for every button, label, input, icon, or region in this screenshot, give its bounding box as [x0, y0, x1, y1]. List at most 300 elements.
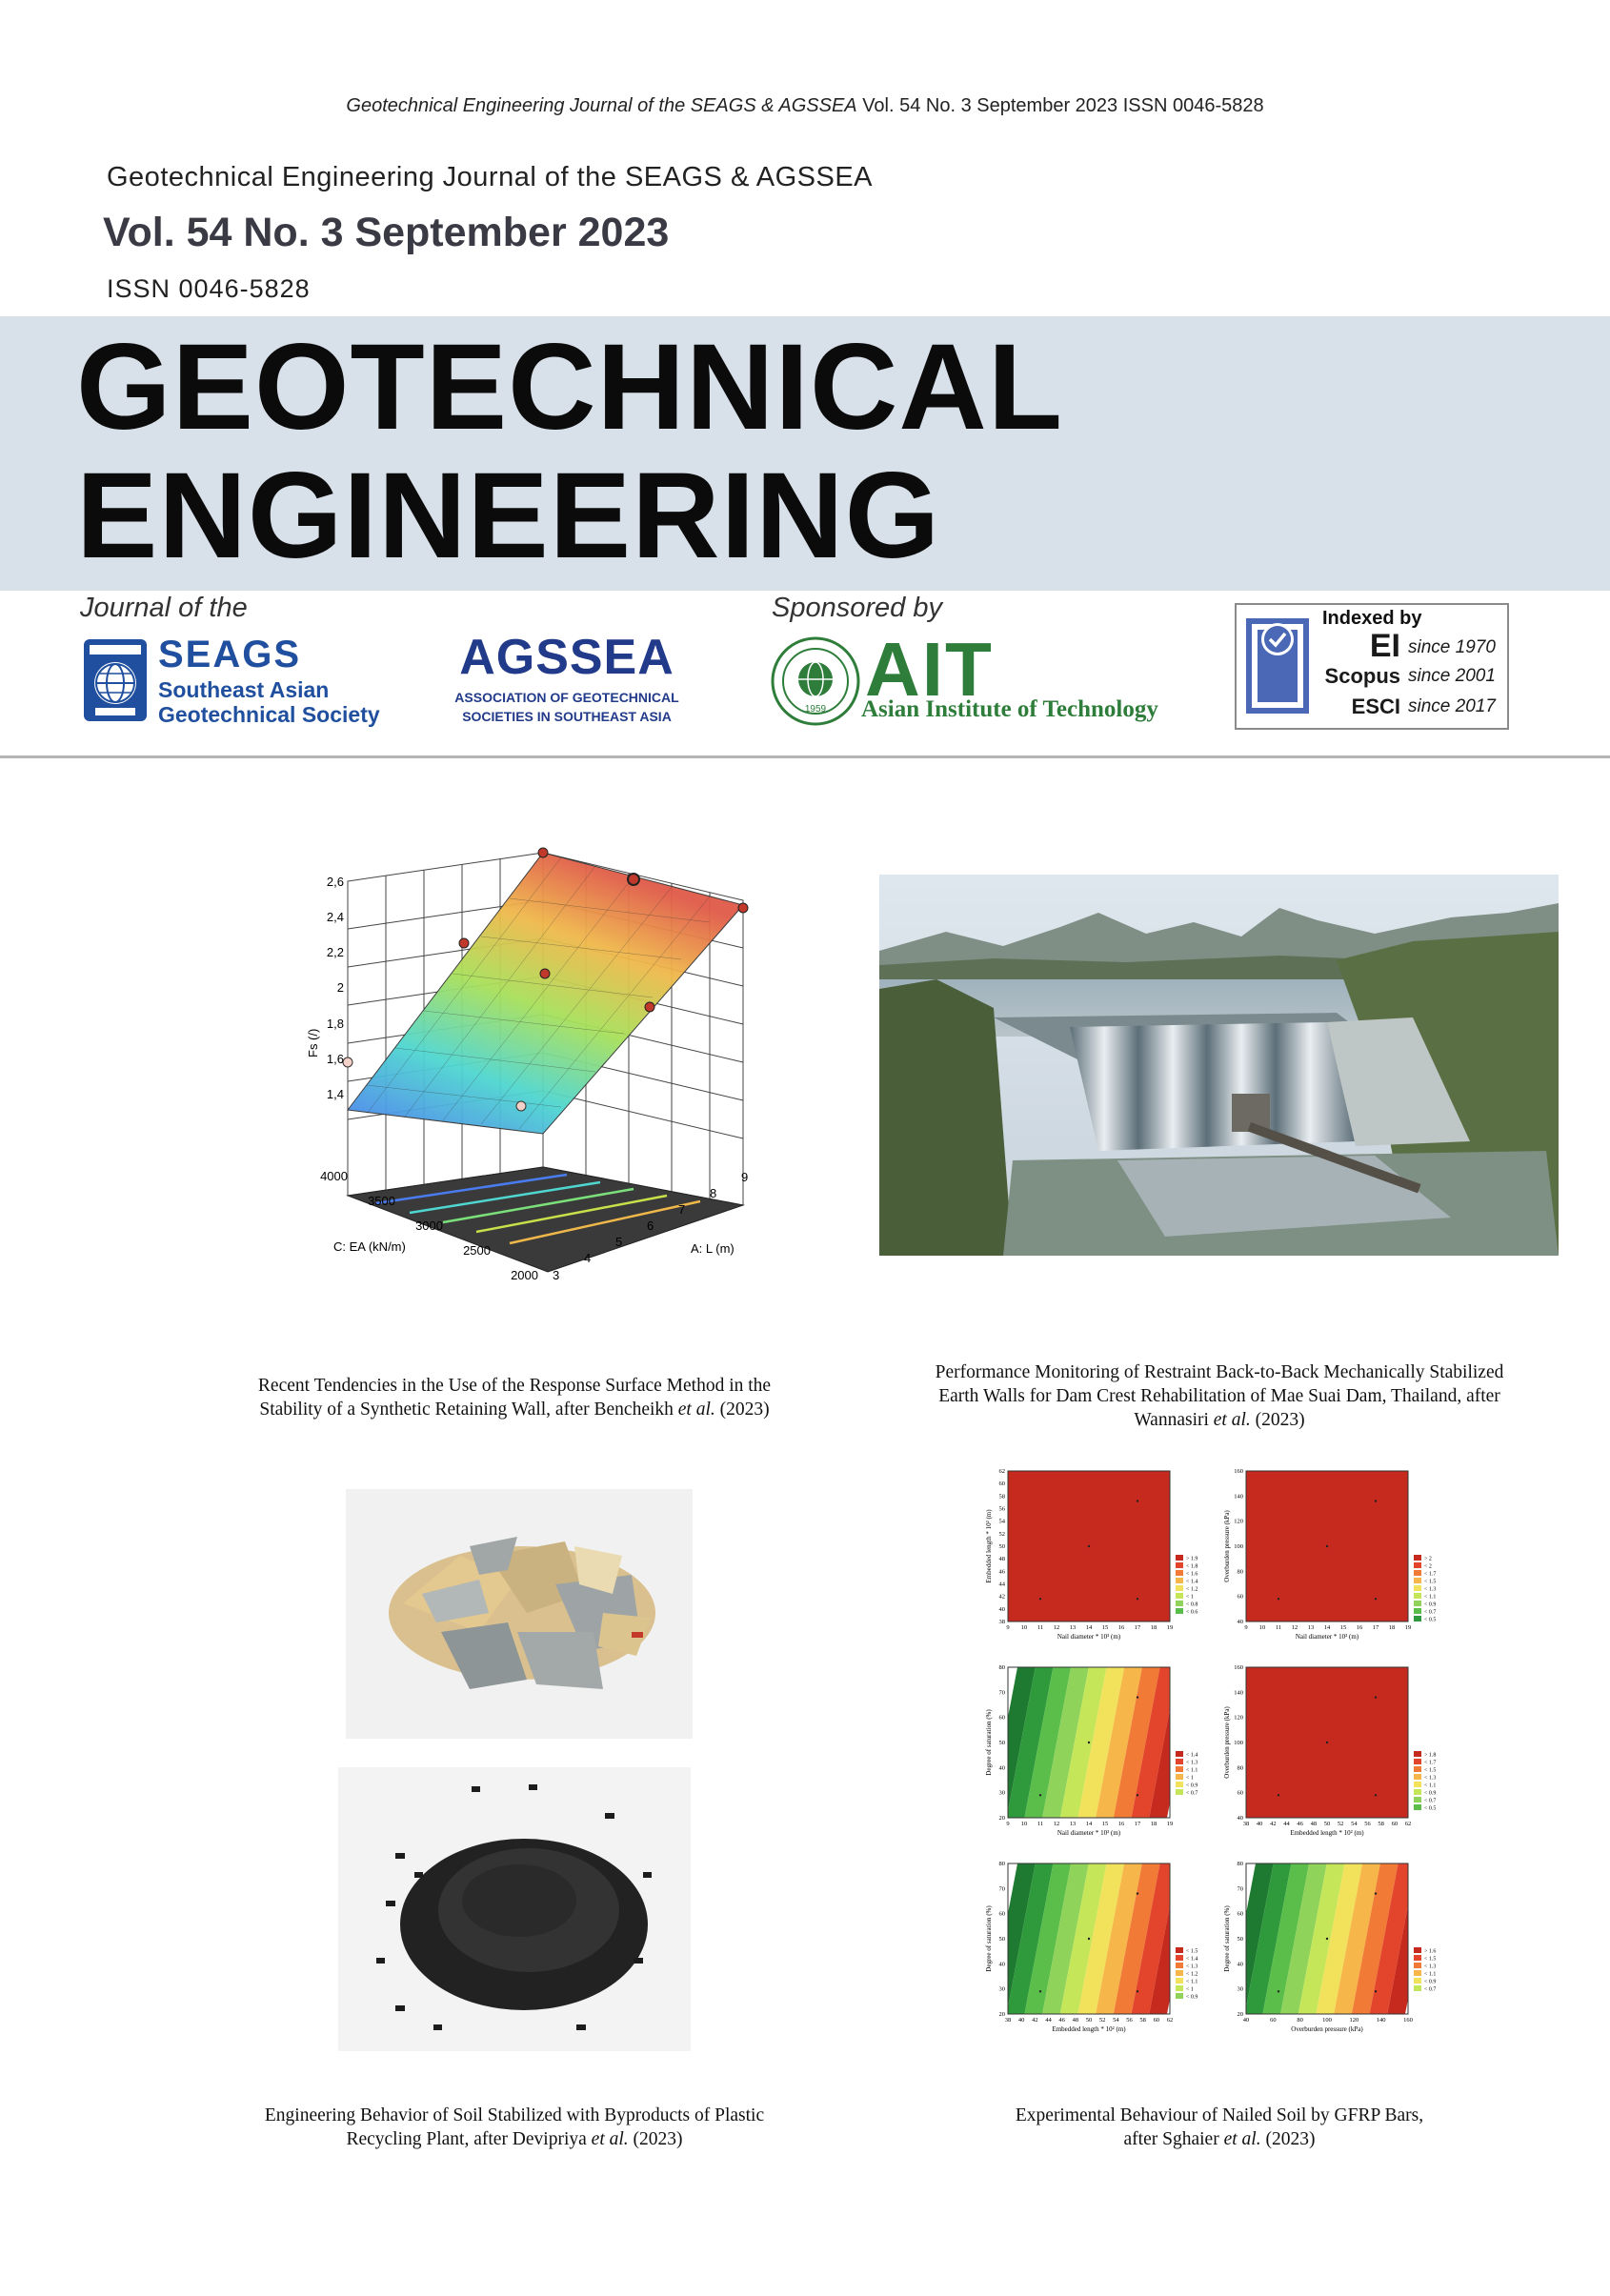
legend-label: < 1.2	[1186, 1586, 1198, 1593]
x-tick-label: 62	[1404, 1821, 1412, 1827]
legend-swatch	[1414, 1804, 1421, 1810]
contour-bands	[989, 1667, 1196, 1818]
legend-label: < 1.7	[1424, 1760, 1437, 1766]
contour-panel-grid	[981, 1467, 1458, 2058]
issn-line: ISSN 0046-5828	[107, 274, 311, 303]
x-tick-label: 9	[1244, 1624, 1248, 1631]
x-tick-label: 54	[1351, 1821, 1358, 1827]
legend-swatch	[1414, 1782, 1421, 1787]
feature-3-caption	[181, 2104, 848, 2151]
legend-label: < 1.8	[1186, 1563, 1198, 1570]
indexed-ei-name: EI	[1369, 628, 1400, 664]
x-tick-label: 19	[1404, 1624, 1412, 1631]
y-tick-label: 80	[998, 1861, 1005, 1867]
x-tick-label: 14	[1085, 1624, 1093, 1631]
y-tick-label: 60	[1237, 1789, 1243, 1797]
x-tick-label: 10	[1020, 1821, 1028, 1827]
agssea-line2: SOCIETIES IN SOUTHEAST ASIA	[462, 709, 672, 724]
x-tick-label: 48	[1072, 2017, 1079, 2024]
legend-label: < 1.4	[1186, 1752, 1198, 1759]
indexed-scopus-name: Scopus	[1324, 664, 1400, 688]
legend-swatch	[1176, 1985, 1183, 1991]
indexed-heading: Indexed by	[1322, 608, 1422, 629]
contour-panel	[985, 1461, 1197, 1641]
feature-2-caption-line2: Earth Walls for Dam Crest Rehabilitation of Mae Suai Dam, Thailand, after	[938, 1386, 1500, 1406]
feature-4-caption	[915, 2104, 1524, 2151]
design-point	[1375, 1500, 1377, 1501]
legend-label: < 0.5	[1424, 1805, 1437, 1812]
y-tick-label: 160	[1234, 1664, 1243, 1671]
x-tick-label: 58	[1378, 1821, 1384, 1827]
caption-emphasis: et al.	[1213, 1410, 1251, 1430]
y-tick-label: 40	[1237, 1619, 1243, 1625]
journal-of-label: Journal of the	[80, 593, 248, 623]
contour-bands	[1227, 1863, 1437, 2014]
x-tick-label: 40	[1017, 2017, 1025, 2024]
x-tick-label: 18	[1150, 1821, 1157, 1827]
caption-text: Recycling Plant, after Devipriya	[346, 2129, 592, 2149]
contour-panel	[985, 1861, 1197, 2033]
design-point	[1137, 1892, 1138, 1894]
legend-swatch	[1414, 1555, 1421, 1561]
feature-1-caption	[191, 1374, 838, 1421]
y-tick: 5	[615, 1235, 623, 1249]
y-tick-label: 80	[1237, 1764, 1243, 1772]
x-tick-label: 17	[1134, 1624, 1141, 1631]
legend-swatch	[1414, 1570, 1421, 1576]
legend-swatch	[1176, 1782, 1183, 1787]
legend-label: < 1.5	[1186, 1948, 1198, 1955]
legend-swatch	[1414, 1766, 1421, 1772]
x-tick-label: 40	[1256, 1821, 1263, 1827]
y-tick-label: 160	[1234, 1468, 1243, 1475]
x-tick-label: 46	[1297, 1821, 1303, 1827]
x-axis-label: Overburden pressure (kPa)	[1291, 2025, 1363, 2033]
x-tick-label: 44	[1045, 2017, 1052, 2024]
design-point	[1278, 1794, 1279, 1796]
y-tick-label: 50	[998, 1543, 1005, 1550]
legend-swatch	[1414, 1789, 1421, 1795]
x-tick-label: 44	[1283, 1821, 1290, 1827]
y-tick-label: 70	[998, 1689, 1005, 1697]
legend-label: < 1.1	[1186, 1979, 1198, 1985]
legend-label: < 1.2	[1186, 1971, 1198, 1978]
legend-swatch	[1414, 1797, 1421, 1803]
x-tick-label: 60	[1391, 1821, 1399, 1827]
legend-label: < 0.9	[1424, 1790, 1437, 1797]
legend-swatch	[1176, 1585, 1183, 1591]
x-tick: 2000	[511, 1268, 538, 1282]
running-header-journal: Geotechnical Engineering Journal of the SEAGS & AGSSEA	[346, 95, 857, 116]
x-tick-label: 12	[1053, 1821, 1060, 1827]
feature-2-caption-line3	[857, 1408, 1581, 1432]
z-axis-label: Fs (/)	[306, 1028, 320, 1057]
design-point	[1039, 1794, 1041, 1796]
x-tick-label: 140	[1376, 2017, 1386, 2024]
y-tick-label: 58	[998, 1493, 1005, 1500]
legend-swatch	[1176, 1759, 1183, 1764]
indexed-scopus-since: since 2001	[1408, 666, 1496, 686]
x-tick-label: 60	[1270, 2017, 1277, 2024]
y-tick-label: 30	[998, 1789, 1005, 1797]
x-tick: 3000	[415, 1218, 443, 1233]
legend-label: < 2	[1424, 1563, 1432, 1570]
legend-swatch	[1414, 1751, 1421, 1757]
legend-label: < 1.4	[1186, 1956, 1198, 1963]
x-tick-label: 10	[1258, 1624, 1266, 1631]
caption-text: (2023)	[1260, 2129, 1316, 2149]
legend-label: > 1.8	[1424, 1752, 1437, 1759]
design-point	[1278, 1598, 1279, 1600]
legend-label: < 1.3	[1424, 1775, 1437, 1782]
x-tick-label: 38	[1242, 1821, 1250, 1827]
legend-label: < 1	[1186, 1775, 1194, 1782]
legend-swatch	[1414, 1774, 1421, 1780]
z-tick: 1,8	[326, 1017, 344, 1031]
legend-swatch	[1414, 1759, 1421, 1764]
legend-label: < 0.7	[1424, 1798, 1437, 1804]
x-tick-label: 16	[1117, 1821, 1125, 1827]
caption-emphasis: et al.	[677, 1400, 715, 1420]
dam-photo-illustration	[879, 875, 1559, 1256]
y-tick-label: 120	[1234, 1714, 1243, 1722]
legend-label: < 0.7	[1186, 1790, 1198, 1797]
seags-line1: Southeast Asian	[158, 677, 330, 702]
x-tick-label: 46	[1058, 2017, 1065, 2024]
design-point	[1326, 1545, 1328, 1547]
legend-label: > 1.6	[1424, 1948, 1437, 1955]
contour-band	[1008, 1461, 1179, 1621]
agssea-name: AGSSEA	[459, 630, 674, 685]
legend-label: < 0.7	[1424, 1986, 1437, 1993]
legend-swatch	[1414, 1947, 1421, 1953]
y-tick-label: 20	[998, 2011, 1005, 2018]
design-point	[1088, 1742, 1090, 1743]
contour-band	[1246, 1461, 1418, 1621]
x-tick: 4000	[320, 1169, 348, 1183]
y-tick-label: 52	[998, 1530, 1005, 1538]
legend-swatch	[1176, 1555, 1183, 1561]
z-ticks	[327, 875, 344, 1101]
x-tick-label: 13	[1069, 1624, 1077, 1631]
x-axis-label: Nail diameter * 10³ (m)	[1057, 1829, 1121, 1837]
y-tick-label: 60	[998, 1910, 1005, 1918]
legend-swatch	[1414, 1562, 1421, 1568]
x-tick-label: 50	[1085, 2017, 1093, 2024]
legend-label: > 1.9	[1186, 1556, 1198, 1562]
ait-seal-icon	[770, 635, 861, 727]
plastic-flakes-photo	[346, 1489, 693, 1739]
seags-name: SEAGS	[158, 634, 302, 675]
contour-bands	[1246, 1658, 1418, 1818]
seags-line2: Geotechnical Society	[158, 702, 380, 727]
x-tick-label: 52	[1337, 1821, 1344, 1827]
issue-line: Vol. 54 No. 3 September 2023	[103, 210, 670, 255]
caption-text: Stability of a Synthetic Retaining Wall, after Bencheikh	[259, 1400, 678, 1420]
legend-label: < 1.1	[1424, 1971, 1437, 1978]
design-point	[1137, 1696, 1138, 1698]
x-tick-label: 11	[1036, 1821, 1044, 1827]
z-tick: 2,6	[326, 875, 344, 889]
y-tick-label: 46	[998, 1568, 1005, 1576]
caption-text: (2023)	[628, 2129, 683, 2149]
x-tick-label: 14	[1085, 1821, 1093, 1827]
legend-label: < 0.9	[1424, 1979, 1437, 1985]
x-tick: 3500	[368, 1194, 395, 1208]
y-tick-label: 120	[1234, 1518, 1243, 1525]
y-tick-label: 140	[1234, 1689, 1243, 1697]
y-axis-label: Degree of saturation (%)	[985, 1905, 993, 1972]
design-point	[1375, 1598, 1377, 1600]
legend-swatch	[1176, 1766, 1183, 1772]
sponsored-by-label: Sponsored by	[772, 593, 942, 623]
x-tick-label: 19	[1166, 1821, 1174, 1827]
title-line-2: ENGINEERING	[76, 448, 941, 584]
ait-seal-year: 1959	[804, 704, 827, 715]
legend-label: < 1.5	[1424, 1579, 1437, 1585]
z-tick: 2,4	[326, 910, 344, 924]
legend-swatch	[1176, 1947, 1183, 1953]
legend-label: < 1.1	[1186, 1767, 1198, 1774]
dam-photo	[879, 875, 1559, 1256]
x-tick-label: 50	[1323, 1821, 1331, 1827]
seags-globe-icon	[82, 637, 149, 725]
caption-emphasis: et al.	[591, 2129, 629, 2149]
z-tick: 1,6	[326, 1052, 344, 1066]
feature-1-caption-line2	[191, 1398, 838, 1421]
design-point	[1278, 1990, 1279, 1992]
z-tick: 2	[336, 980, 344, 995]
legend-swatch	[1176, 1593, 1183, 1599]
y-tick-label: 80	[1237, 1568, 1243, 1576]
y-tick-label: 100	[1234, 1740, 1243, 1746]
legend-swatch	[1414, 1585, 1421, 1591]
design-point	[1088, 1545, 1090, 1547]
y-tick-label: 50	[1237, 1936, 1243, 1943]
x-tick-label: 19	[1166, 1624, 1174, 1631]
x-axis-label: Embedded length * 10² (m)	[1052, 2025, 1126, 2033]
legend-label: < 0.9	[1186, 1994, 1198, 2001]
y-tick-label: 40	[998, 1764, 1005, 1772]
legend-swatch	[1176, 1963, 1183, 1968]
legend-label: < 0.7	[1424, 1609, 1437, 1616]
contour-bands	[989, 1863, 1196, 2014]
agssea-logo	[448, 629, 686, 734]
x-tick-label: 9	[1006, 1624, 1010, 1631]
y-axis-label: Degree of saturation (%)	[1223, 1905, 1231, 1972]
x-tick-label: 60	[1153, 2017, 1160, 2024]
y-tick: 6	[647, 1218, 654, 1233]
design-point	[1137, 1794, 1138, 1796]
x-tick-label: 56	[1364, 1821, 1371, 1827]
feature-3-caption-line1: Engineering Behavior of Soil Stabilized with Byproducts of Plastic	[264, 2105, 765, 2125]
z-tick: 2,2	[326, 945, 344, 959]
indexed-row-scopus	[1317, 664, 1503, 695]
y-tick-label: 30	[998, 1985, 1005, 1993]
x-tick-label: 17	[1134, 1821, 1141, 1827]
contour-bands	[1246, 1461, 1418, 1621]
legend-swatch	[1176, 1601, 1183, 1606]
y-tick: 3	[553, 1268, 560, 1282]
x-tick-label: 13	[1307, 1624, 1315, 1631]
indexed-esci-name: ESCI	[1351, 695, 1400, 718]
y-axis-label: Embedded length * 10² (m)	[985, 1509, 993, 1583]
y-tick: 4	[584, 1251, 592, 1265]
y-axis-label: Overburden pressure (kPa)	[1223, 1510, 1231, 1582]
legend-label: < 1.3	[1424, 1586, 1437, 1593]
x-tick-label: 12	[1053, 1624, 1060, 1631]
y-axis-label: A: L (m)	[691, 1241, 735, 1256]
legend-swatch	[1176, 1562, 1183, 1568]
x-tick-label: 52	[1098, 2017, 1106, 2024]
legend-swatch	[1176, 1578, 1183, 1583]
caption-text: after Sghaier	[1123, 2129, 1224, 2149]
legend-label: > 2	[1424, 1556, 1432, 1562]
design-point	[1375, 1794, 1377, 1796]
y-tick-label: 62	[998, 1468, 1005, 1475]
x-tick-label: 10	[1020, 1624, 1028, 1631]
x-tick-label: 15	[1339, 1624, 1347, 1631]
x-tick-label: 17	[1372, 1624, 1379, 1631]
header-divider	[0, 755, 1610, 758]
x-tick-label: 38	[1004, 2017, 1012, 2024]
legend-swatch	[1414, 1970, 1421, 1976]
response-surface	[348, 853, 743, 1134]
y-tick-label: 40	[998, 1605, 1005, 1613]
contour-plots	[981, 1467, 1458, 2058]
y-tick-label: 50	[998, 1740, 1005, 1746]
y-axis-label: Overburden pressure (kPa)	[1223, 1706, 1231, 1779]
design-point	[1375, 1990, 1377, 1992]
contour-band	[1246, 1658, 1418, 1818]
y-tick-label: 140	[1234, 1493, 1243, 1500]
y-tick-label: 40	[1237, 1961, 1243, 1968]
x-tick-label: 62	[1166, 2017, 1174, 2024]
y-tick-label: 60	[998, 1480, 1005, 1488]
x-tick-label: 48	[1310, 1821, 1318, 1827]
x-tick-label: 100	[1322, 2017, 1332, 2024]
plastic-granules-photo	[338, 1767, 691, 2051]
legend-label: < 1.3	[1424, 1964, 1437, 1970]
legend-label: < 1.5	[1424, 1956, 1437, 1963]
surface-plot	[306, 853, 767, 1300]
y-tick: 7	[678, 1202, 686, 1217]
design-point	[1375, 1892, 1377, 1894]
feature-2-caption	[857, 1360, 1581, 1432]
x-tick-label: 40	[1242, 2017, 1250, 2024]
x-tick-label: 12	[1291, 1624, 1298, 1631]
legend-swatch	[1176, 1570, 1183, 1576]
y-tick-label: 48	[998, 1556, 1005, 1563]
design-point	[1039, 1990, 1041, 1992]
title-line-1: GEOTECHNICAL	[76, 319, 1063, 455]
legend-swatch	[1176, 1978, 1183, 1984]
design-point	[1326, 1938, 1328, 1940]
y-tick-label: 60	[998, 1714, 1005, 1722]
legend-label: < 1	[1186, 1594, 1194, 1601]
x-axis-label: Nail diameter * 10³ (m)	[1057, 1633, 1121, 1641]
x-axis-label: Nail diameter * 10³ (m)	[1295, 1633, 1359, 1641]
x-tick-label: 15	[1101, 1821, 1109, 1827]
y-tick-label: 70	[1237, 1885, 1243, 1893]
y-tick-label: 30	[1237, 1985, 1243, 1993]
y-tick-label: 60	[1237, 1593, 1243, 1601]
legend-swatch	[1176, 1774, 1183, 1780]
x-tick-label: 14	[1323, 1624, 1331, 1631]
legend-swatch	[1176, 1751, 1183, 1757]
y-tick-label: 54	[998, 1518, 1005, 1525]
plastic-granules-illustration	[338, 1767, 691, 2051]
y-tick: 8	[710, 1186, 717, 1200]
x-tick-label: 18	[1150, 1624, 1157, 1631]
y-axis-label: Degree of saturation (%)	[985, 1709, 993, 1776]
legend-swatch	[1414, 1593, 1421, 1599]
caption-text: Wannasiri	[1134, 1410, 1214, 1430]
legend-label: < 1.1	[1424, 1782, 1437, 1789]
indexed-row-esci	[1317, 695, 1503, 725]
legend-label: < 0.5	[1424, 1617, 1437, 1623]
contour-panel	[985, 1664, 1197, 1837]
contour-bands	[1008, 1461, 1179, 1621]
y-tick-label: 20	[998, 1815, 1005, 1822]
x-tick-label: 56	[1126, 2017, 1133, 2024]
y-tick-label: 40	[1237, 1815, 1243, 1822]
y-tick-label: 80	[998, 1664, 1005, 1671]
legend-swatch	[1176, 1955, 1183, 1961]
design-point	[1326, 1742, 1328, 1743]
x-tick-label: 54	[1113, 2017, 1119, 2024]
legend-label: < 1.3	[1186, 1760, 1198, 1766]
legend-label: < 0.8	[1186, 1601, 1198, 1608]
y-tick-label: 80	[1237, 1861, 1243, 1867]
y-tick-label: 56	[998, 1505, 1005, 1513]
x-tick-label: 160	[1403, 2017, 1413, 2024]
feature-2-caption-line1: Performance Monitoring of Restraint Back-to-Back Mechanically Stabilized	[935, 1362, 1504, 1382]
y-tick-label: 100	[1234, 1543, 1243, 1550]
y-tick-label: 60	[1237, 1910, 1243, 1918]
legend-label: < 1.6	[1186, 1571, 1198, 1578]
x-tick-label: 120	[1349, 2017, 1359, 2024]
legend-label: < 1.1	[1424, 1594, 1437, 1601]
legend-swatch	[1414, 1601, 1421, 1606]
surface-plot-figure	[306, 853, 767, 1300]
legend-swatch	[1414, 1578, 1421, 1583]
y-tick-label: 42	[998, 1593, 1005, 1601]
legend-label: < 0.6	[1186, 1609, 1198, 1616]
legend-label: < 0.9	[1186, 1782, 1198, 1789]
feature-3-caption-line2	[181, 2127, 848, 2151]
design-point	[1375, 1696, 1377, 1698]
x-tick-label: 42	[1032, 2017, 1038, 2024]
legend-swatch	[1176, 1970, 1183, 1976]
seags-logo	[82, 634, 387, 729]
legend-label: < 1.5	[1424, 1767, 1437, 1774]
y-tick-label: 50	[998, 1936, 1005, 1943]
legend-swatch	[1414, 1985, 1421, 1991]
indexed-row-ei	[1317, 628, 1503, 664]
y-tick-label: 44	[998, 1581, 1005, 1588]
x-tick-label: 42	[1270, 1821, 1277, 1827]
design-point	[1137, 1500, 1138, 1501]
x-tick-label: 16	[1356, 1624, 1363, 1631]
z-tick: 1,4	[326, 1087, 344, 1101]
y-tick-label: 20	[1237, 2011, 1243, 2018]
y-tick: 9	[741, 1170, 749, 1184]
running-header	[0, 95, 1610, 117]
journal-line: Geotechnical Engineering Journal of the SEAGS & AGSSEA	[107, 162, 874, 192]
x-axis-label: Embedded length * 10² (m)	[1290, 1829, 1364, 1837]
contour-panel	[1223, 1658, 1436, 1837]
